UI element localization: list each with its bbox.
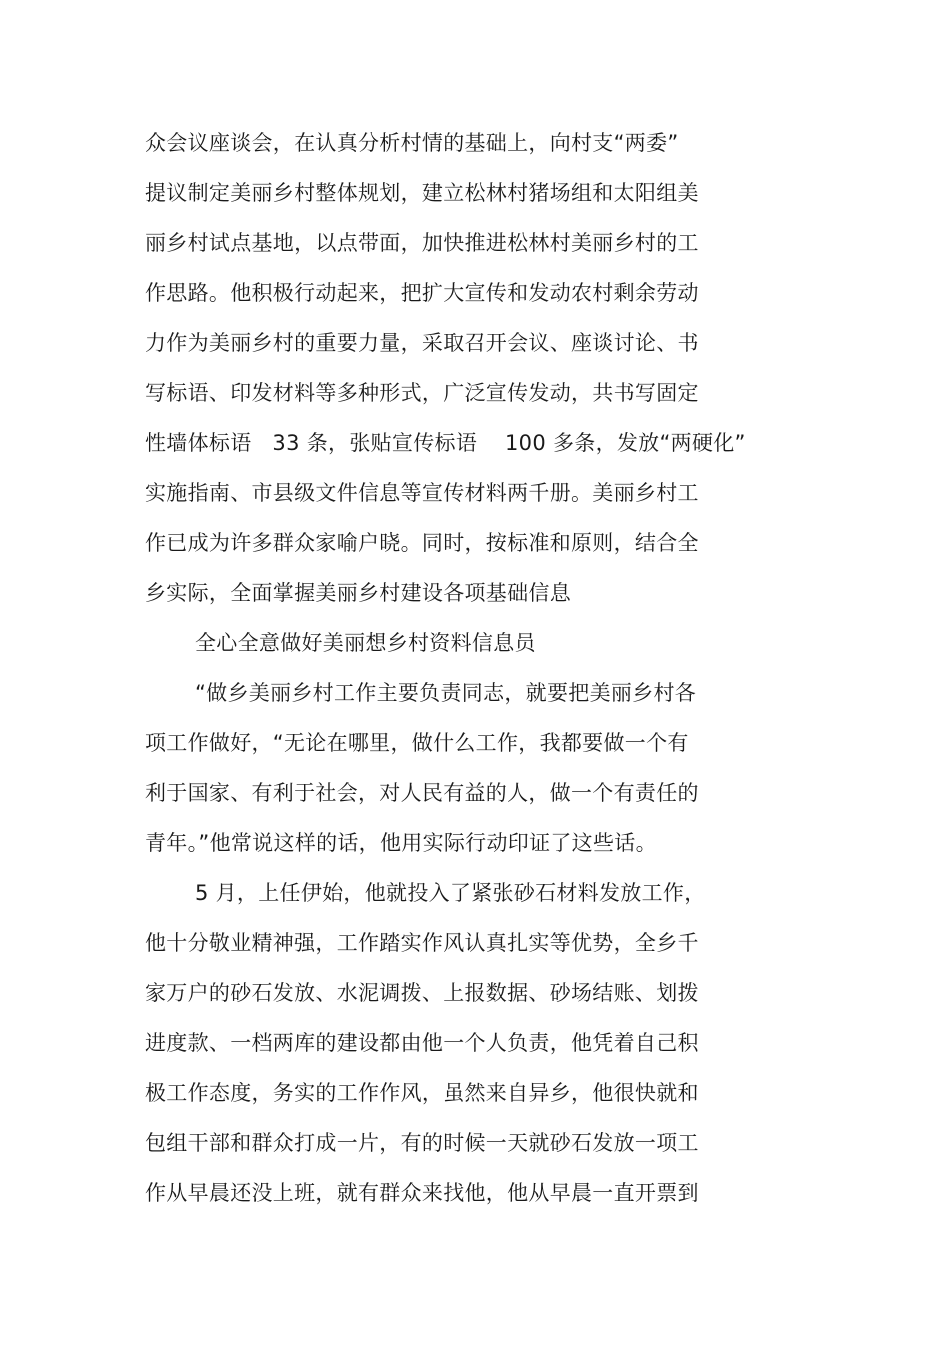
text-line: 5 月，上任伊始，他就投入了紧张砂石材料发放工作， <box>195 881 706 905</box>
text-line: 家万户的砂石发放、水泥调拨、上报数据、砂场结账、划拨 <box>145 981 699 1005</box>
text-line: 丽乡村试点基地，以点带面，加快推进松林村美丽乡村的工 <box>145 231 699 255</box>
text-line: 作已成为许多群众家喻户晓。同时，按标准和原则，结合全 <box>145 531 699 555</box>
text-line: 乡实际，全面掌握美丽乡村建设各项基础信息 <box>145 581 571 605</box>
text-line: 力作为美丽乡村的重要力量，采取召开会议、座谈讨论、书 <box>145 331 699 355</box>
text-line: 青年。”他常说这样的话，他用实际行动印证了这些话。 <box>145 831 657 855</box>
text-line: 写标语、印发材料等多种形式，广泛宣传发动，共书写固定 <box>145 381 699 405</box>
text-line: “做乡美丽乡村工作主要负责同志，就要把美丽乡村各 <box>195 681 697 705</box>
text-line: 极工作态度，务实的工作作风，虽然来自异乡，他很快就和 <box>145 1081 699 1105</box>
section-heading: 全心全意做好美丽想乡村资料信息员 <box>195 631 536 655</box>
text-line: 提议制定美丽乡村整体规划，建立松林村猪场组和太阳组美 <box>145 181 699 205</box>
text-line: 进度款、一档两库的建设都由他一个人负责，他凭着自己积 <box>145 1031 699 1055</box>
text-line: 他十分敬业精神强，工作踏实作风认真扎实等优势，全乡千 <box>145 931 699 955</box>
text-line: 利于国家、有利于社会，对人民有益的人，做一个有责任的 <box>145 781 699 805</box>
text-line: 众会议座谈会，在认真分析村情的基础上，向村支“两委” <box>145 131 679 155</box>
text-line: 作从早晨还没上班，就有群众来找他，他从早晨一直开票到 <box>145 1181 699 1205</box>
text-line: 作思路。他积极行动起来，把扩大宣传和发动农村剩余劳动 <box>145 281 699 305</box>
text-line: 实施指南、市县级文件信息等宣传材料两千册。美丽乡村工 <box>145 481 699 505</box>
text-line: 项工作做好，“无论在哪里，做什么工作，我都要做一个有 <box>145 731 689 755</box>
text-line: 性墙体标语 33 条，张贴宣传标语 100 多条，发放“两硬化” <box>145 431 746 455</box>
text-line: 包组干部和群众打成一片，有的时候一天就砂石发放一项工 <box>145 1131 699 1155</box>
